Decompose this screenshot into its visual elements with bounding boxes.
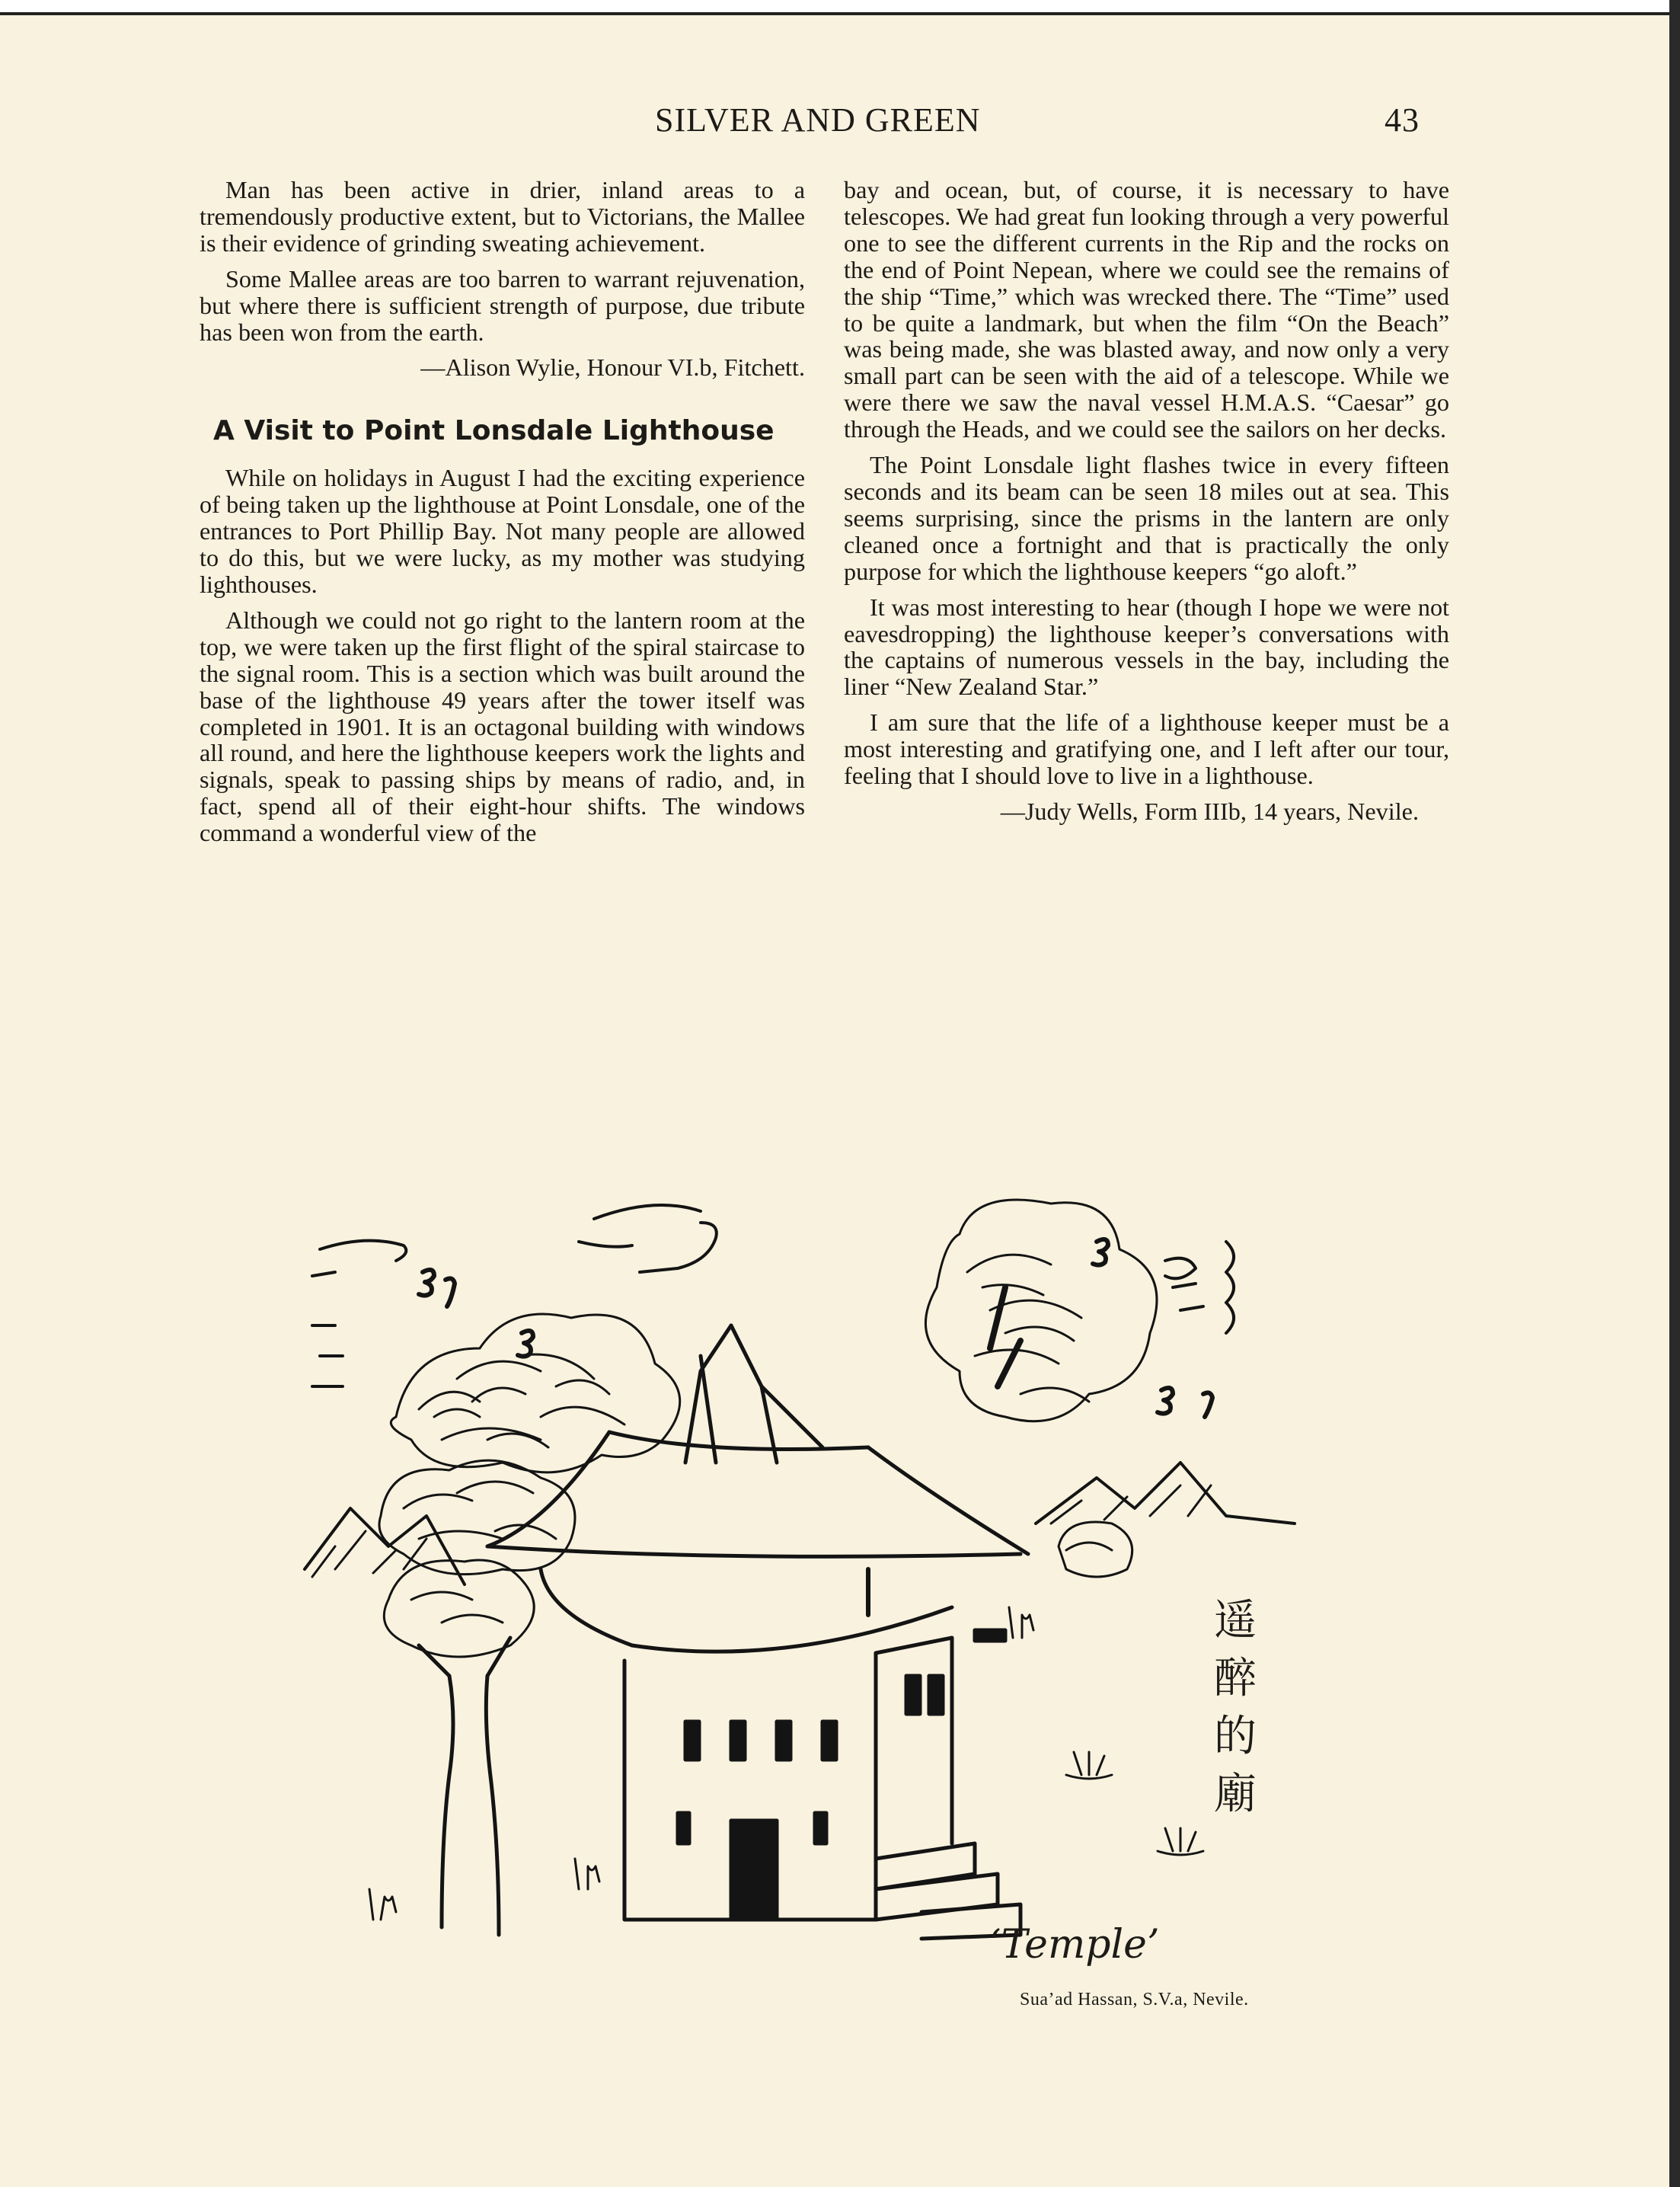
lighthouse-paragraph-6: I am sure that the life of a lighthouse keeper must be a most interesting and gratifying one, and I left after our tour, feeling that I should love to live in a lighthouse.	[844, 708, 1449, 790]
artist-credit: Sua’ad Hassan, S.V.a, Nevile.	[1020, 1990, 1249, 2010]
temple-building	[624, 1630, 1020, 1939]
mallee-paragraph-1: Man has been active in drier, inland areas to a tremendously productive extent, but to Victorians, the Mallee is their evidence of grinding sweating achievement.	[200, 176, 805, 257]
bird-marks	[419, 1239, 1212, 1417]
right-column	[844, 177, 1449, 834]
mallee-signoff: —Alison Wylie, Honour VI.b, Fitchett.	[420, 353, 805, 382]
calligraphy-inscription: 遥醉的廟	[1214, 1596, 1257, 1819]
lighthouse-paragraph-2: Although we could not go right to the lantern room at the top, we were taken up the first flight of the spiral staircase to the signal room. This is a section which was built around the base of the lighthouse 49 years after the tower itself was completed in 1901. It is an octagonal building with windows all round, and here the lighthouse keepers work the lights and signals, speak to passing ships by means of radio, and, in fact, spend all of their eight-hour shifts. The windows command a wonderful view of the	[200, 606, 805, 847]
lighthouse-signoff: —Judy Wells, Form IIIb, 14 years, Nevile.	[1000, 797, 1419, 825]
lighthouse-paragraph-5: It was most interesting to hear (though I hope we were not eavesdropping) the lighthouse keeper’s conversations with the captains of numerous vessels in the bay, including the liner “New Zealand Star.”	[844, 593, 1449, 701]
running-header	[0, 101, 1680, 146]
lighthouse-paragraph-4: The Point Lonsdale light flashes twice in every fifteen seconds and its beam can be seen 18 miles out at sea. This seems surprising, since the prisms in the lantern are only cleaned once a fortnight and that is practically the only purpose for which the lighthouse keepers “go aloft.”	[844, 451, 1449, 585]
temple-drawing	[289, 1188, 1340, 1988]
page-right-edge	[1669, 0, 1680, 2187]
lighthouse-paragraph-1: While on holidays in August I had the exciting experience of being taken up the lighthouse at Point Lonsdale, one of the entrances to Port Phillip Bay. Not many people are allowed to do this, but we were lucky, as my mother was studying lighthouses.	[200, 464, 805, 598]
page-top-edge	[0, 0, 1680, 15]
temple-illustration	[289, 1188, 1340, 1988]
left-column	[200, 177, 805, 855]
lighthouse-paragraph-3: bay and ocean, but, of course, it is necessary to have telescopes. We had great fun looking through a very powerful one to see the different currents in the Rip and the rocks on the end of Point Nepean, where we could see the remains of the ship “Time,” which was wrecked there. The “Time” used to be quite a landmark, but when the film “On the Beach” was being made, she was blasted away, and now only a very small part can be seen with the aid of a telescope. While we were there we saw the naval vessel H.M.A.S. “Caesar” go through the Heads, and we could see the sailors on her decks.	[844, 176, 1449, 443]
mallee-paragraph-2: Some Mallee areas are too barren to warrant rejuvenation, but where there is sufficient strength of purpose, due tribute has been won from the earth.	[200, 264, 805, 346]
left-tree	[379, 1314, 680, 1935]
grass-tufts	[369, 1607, 1203, 1920]
illustration-caption: ‘Temple’	[989, 1922, 1160, 1968]
running-title: SILVER AND GREEN	[655, 101, 981, 139]
mountains	[305, 1463, 1295, 1584]
article-heading: A Visit to Point Lonsdale Lighthouse	[213, 415, 775, 447]
temple-roof	[487, 1325, 1028, 1651]
page-number: 43	[1385, 101, 1420, 139]
